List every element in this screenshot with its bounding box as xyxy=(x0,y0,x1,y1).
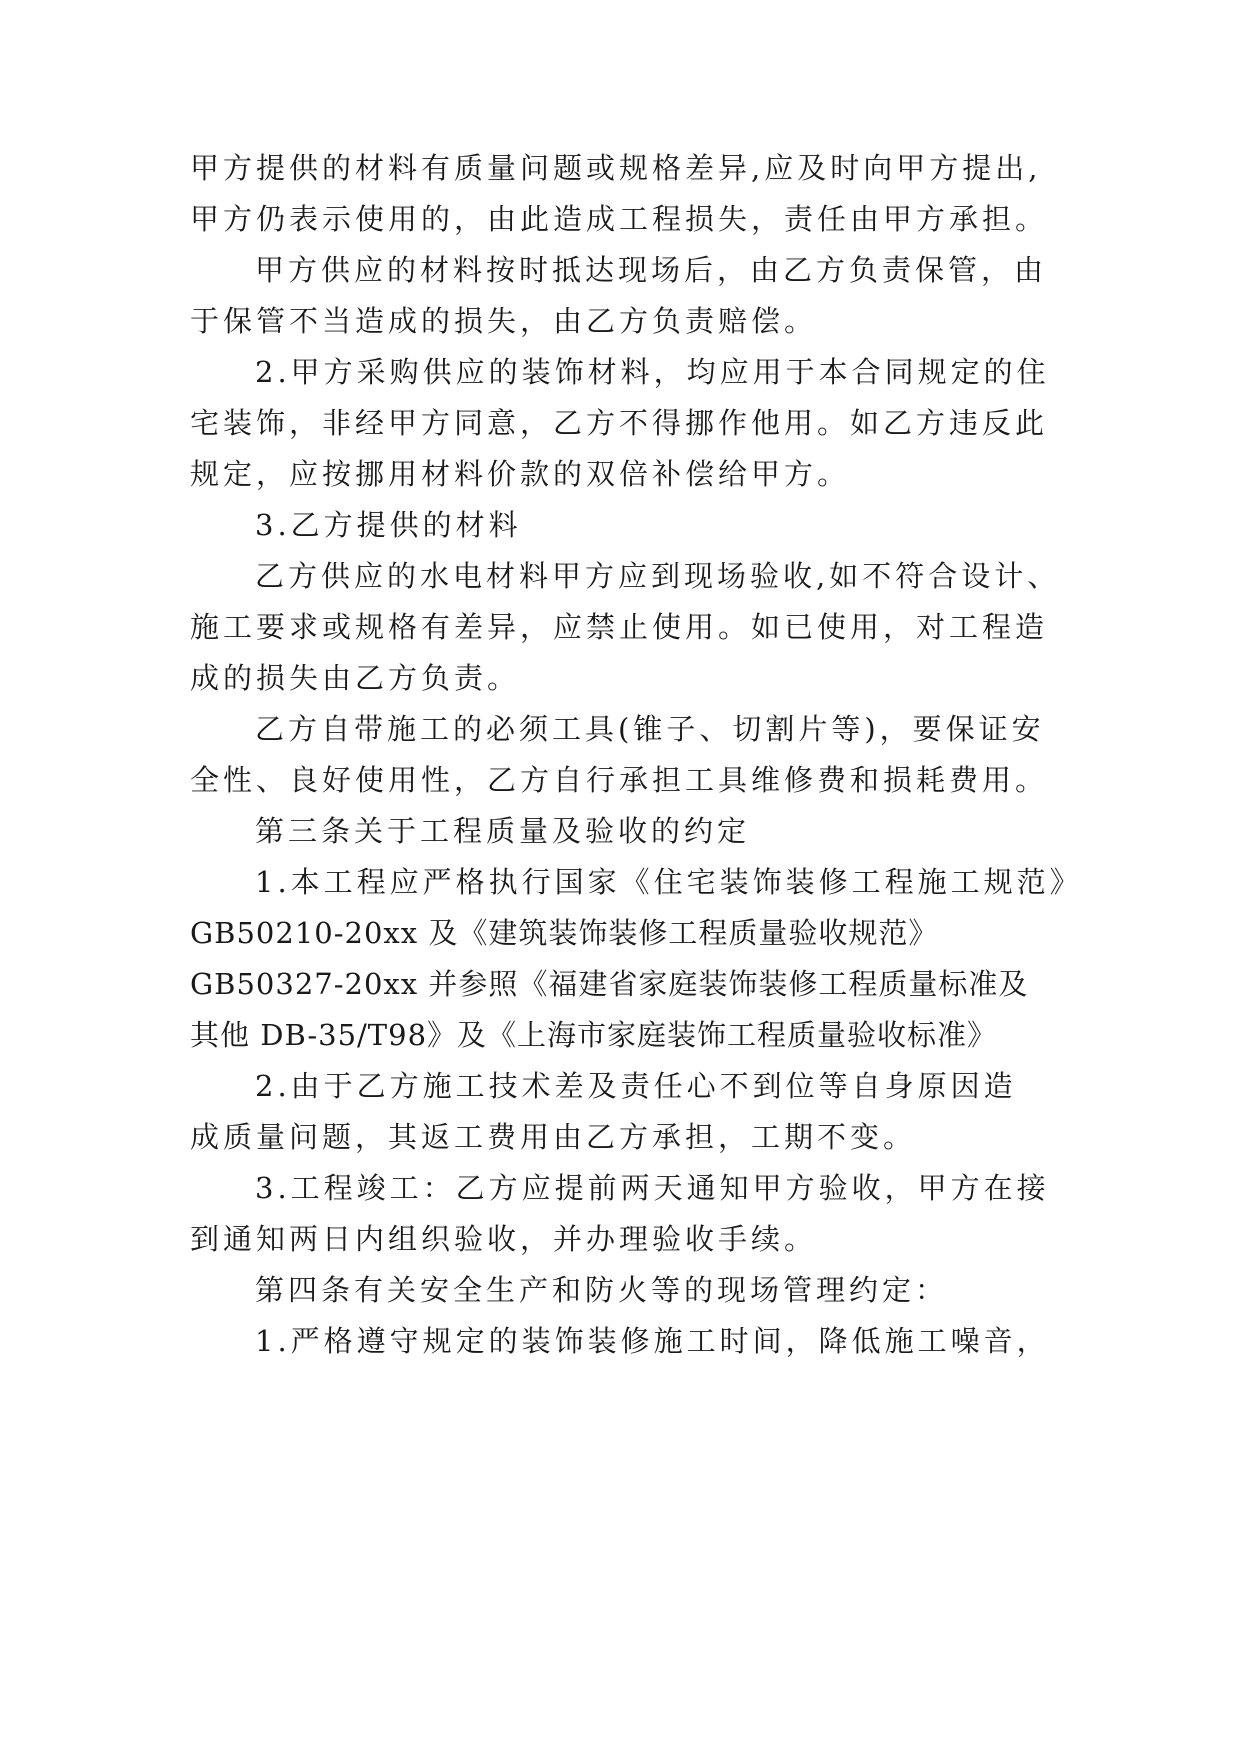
text-line: 甲方仍表示使用的，由此造成工程损失，责任由甲方承担。 xyxy=(190,202,1049,236)
text-line: 全性、良好使用性，乙方自行承担工具维修费和损耗费用。 xyxy=(190,763,1049,797)
text-line: 1.本工程应严格执行国家《住宅装饰装修工程施工规范》 xyxy=(255,865,1083,899)
text-line: 规定，应按挪用材料价款的双倍补偿给甲方。 xyxy=(190,457,851,491)
section-heading: 第三条关于工程质量及验收的约定 xyxy=(255,814,751,848)
text-line: 2.由于乙方施工技术差及责任心不到位等自身原因造 xyxy=(255,1069,1017,1103)
text-line: 乙方自带施工的必须工具(锥子、切割片等)，要保证安 xyxy=(255,712,1045,746)
text-line: GB50327-20xx 并参照《福建省家庭装饰装修工程质量标准及 xyxy=(190,967,1029,1001)
text-line: 于保管不当造成的损失，由乙方负责赔偿。 xyxy=(190,304,818,338)
text-line: 3.工程竣工：乙方应提前两天通知甲方验收，甲方在接 xyxy=(255,1171,1050,1205)
text-line: 成的损失由乙方负责。 xyxy=(190,661,521,695)
text-line: 2.甲方采购供应的装饰材料，均应用于本合同规定的住 xyxy=(255,355,1050,389)
text-line: 宅装饰，非经甲方同意，乙方不得挪作他用。如乙方违反此 xyxy=(190,406,1049,440)
text-line: 甲方提供的材料有质量问题或规格差异,应及时向甲方提出, xyxy=(190,151,1042,185)
text-line: 成质量问题，其返工费用由乙方承担，工期不变。 xyxy=(190,1120,917,1154)
text-line: GB50210-20xx 及《建筑装饰装修工程质量验收规范》 xyxy=(190,916,939,950)
text-line: 其他 DB-35/T98》及《上海市家庭装饰工程质量验收标准》 xyxy=(190,1018,998,1052)
text-line: 施工要求或规格有差异，应禁止使用。如已使用，对工程造 xyxy=(190,610,1049,644)
text-line: 1.严格遵守规定的装饰装修施工时间，降低施工噪音， xyxy=(255,1324,1050,1358)
section-heading: 第四条有关安全生产和防火等的现场管理约定： xyxy=(255,1273,949,1307)
text-line: 乙方供应的水电材料甲方应到现场验收,如不符合设计、 xyxy=(255,559,1061,593)
text-line: 甲方供应的材料按时抵达现场后，由乙方负责保管，由 xyxy=(255,253,1048,287)
text-line: 到通知两日内组织验收，并办理验收手续。 xyxy=(190,1222,818,1256)
text-line: 3.乙方提供的材料 xyxy=(255,508,522,542)
